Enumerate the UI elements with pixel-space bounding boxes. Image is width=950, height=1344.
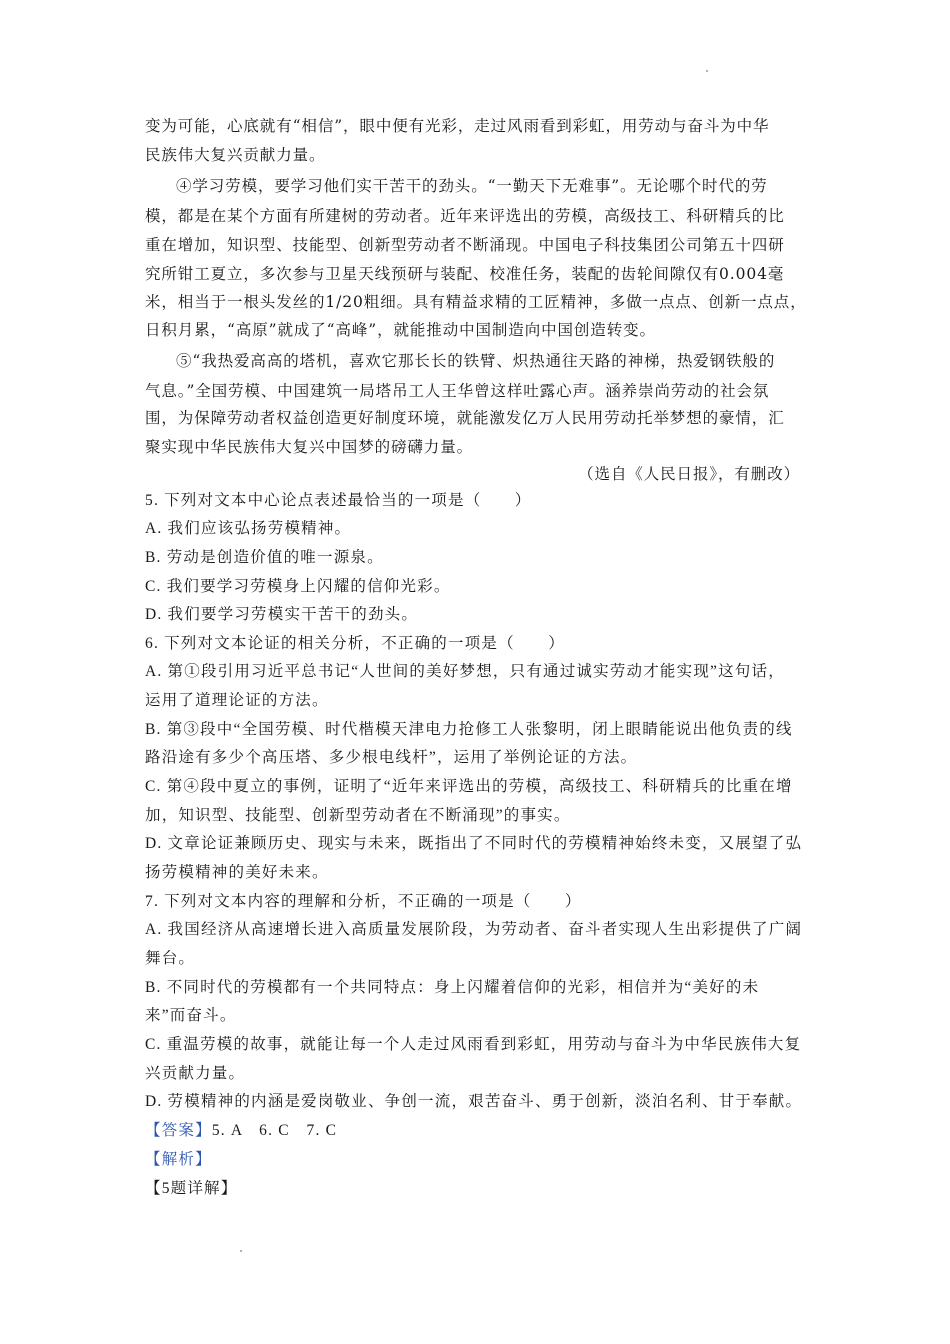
scan-dot (706, 70, 708, 72)
paragraph-4-line: 重在增加，知识型、技能型、创新型劳动者不断涌现。中国电子科技集团公司第五十四研 (145, 236, 785, 254)
paragraph-4-line: 究所钳工夏立，多次参与卫星天线预研与装配、校准任务，装配的齿轮间隙仅有0.004毫 (145, 265, 785, 283)
question-5-option-b: B. 劳动是创造价值的唯一源泉。 (145, 549, 384, 566)
question-6-option-c: C. 第④段中夏立的事例，证明了“近年来评选出的劳模，高级技工、科研精兵的比重在增 (145, 778, 793, 795)
question-6-option-b: B. 第③段中“全国劳模、时代楷模天津电力抢修工人张黎明，闭上眼睛能说出他负责的线 (145, 721, 793, 738)
answer-line (145, 1121, 810, 1141)
paragraph-5-line: 围，为保障劳动者权益创造更好制度环境，就能激发亿万人民用劳动托举梦想的豪情，汇 (145, 409, 785, 427)
analysis-tag: 【解析】 (145, 1151, 212, 1168)
question-7-option-a: A. 我国经济从高速增长进入高质量发展阶段，为劳动者、奋斗者实现人生出彩提供了广阔 (145, 921, 803, 938)
passage-line: 民族伟大复兴贡献力量。 (145, 146, 326, 164)
question-6-option-d-cont: 扬劳模精神的美好未来。 (145, 864, 329, 881)
question-6-option-a: A. 第①段引用习近平总书记“人世间的美好梦想，只有通过诚实劳动才能实现”这句话， (145, 663, 785, 680)
question-7-option-b-cont: 来”而奋斗。 (145, 1007, 237, 1024)
scan-dot (240, 1250, 242, 1252)
question-5-option-a: A. 我们应该弘扬劳模精神。 (145, 520, 352, 537)
paragraph-4-line: 模，都是在某个方面有所建树的劳动者。近年来评选出的劳模，高级技工、科研精兵的比 (145, 207, 785, 225)
source-citation: （选自《人民日报》，有删改） (578, 465, 800, 483)
paragraph-4-line: ④学习劳模，要学习他们实干苦干的劲头。“一勤天下无难事”。无论哪个时代的劳 (176, 177, 768, 195)
passage-line: 变为可能，心底就有“相信”，眼中便有光彩，走过风雨看到彩虹，用劳动与奋斗为中华 (145, 117, 770, 135)
paragraph-5-line: 聚实现中华民族伟大复兴中国梦的磅礴力量。 (145, 438, 474, 456)
question-5-option-d: D. 我们要学习劳模实干苦干的劲头。 (145, 606, 419, 623)
question-5-option-c: C. 我们要学习劳模身上闪耀的信仰光彩。 (145, 578, 451, 595)
paragraph-5-line: ⑤“我热爱高高的塔机，喜欢它那长长的铁臂、炽热通往天路的神梯，热爱钢铁般的 (176, 352, 776, 370)
answer-text: 5. A 6. C 7. C (211, 1122, 338, 1139)
question-7-option-b: B. 不同时代的劳模都有一个共同特点：身上闪耀着信仰的光彩，相信并为“美好的未 (145, 979, 760, 996)
question-5-detail-heading: 【5题详解】 (145, 1180, 238, 1197)
question-5-stem: 5. 下列对文本中心论点表述最恰当的一项是（ ） (145, 492, 532, 509)
question-7-stem: 7. 下列对文本内容的理解和分析，不正确的一项是（ ） (145, 893, 582, 910)
question-6-option-d: D. 文章论证兼顾历史、现实与未来，既指出了不同时代的劳模精神始终未变，又展望了弘 (145, 835, 803, 852)
question-7-option-c-cont: 兴贡献力量。 (145, 1065, 246, 1082)
question-7-option-d: D. 劳模精神的内涵是爱岗敬业、争创一流，艰苦奋斗、勇于创新，淡泊名利、甘于奉献。 (145, 1093, 803, 1110)
paragraph-4-line: 日积月累，“高原”就成了“高峰”，就能推动中国制造向中国创造转变。 (145, 321, 656, 339)
question-7-option-c: C. 重温劳模的故事，就能让每一个人走过风雨看到彩虹，用劳动与奋斗为中华民族伟大复 (145, 1036, 802, 1053)
paragraph-4-line: 米，相当于一根头发丝的1/20粗细。具有精益求精的工匠精神，多做一点点、创新一点点， (145, 293, 807, 311)
paragraph-5-line: 气息。”全国劳模、中国建筑一局塔吊工人王华曾这样吐露心声。涵养崇尚劳动的社会氛 (145, 382, 770, 400)
question-6-option-c-cont: 加，知识型、技能型、创新型劳动者在不断涌现”的事实。 (145, 807, 571, 824)
question-6-stem: 6. 下列对文本论证的相关分析，不正确的一项是（ ） (145, 635, 565, 652)
question-7-option-a-cont: 舞台。 (145, 950, 196, 967)
answer-tag: 【答案】 (145, 1122, 212, 1139)
question-6-option-a-cont: 运用了道理论证的方法。 (145, 692, 329, 709)
question-6-option-b-cont: 路沿途有多少个高压塔、多少根电线杆”，运用了举例论证的方法。 (145, 749, 638, 766)
